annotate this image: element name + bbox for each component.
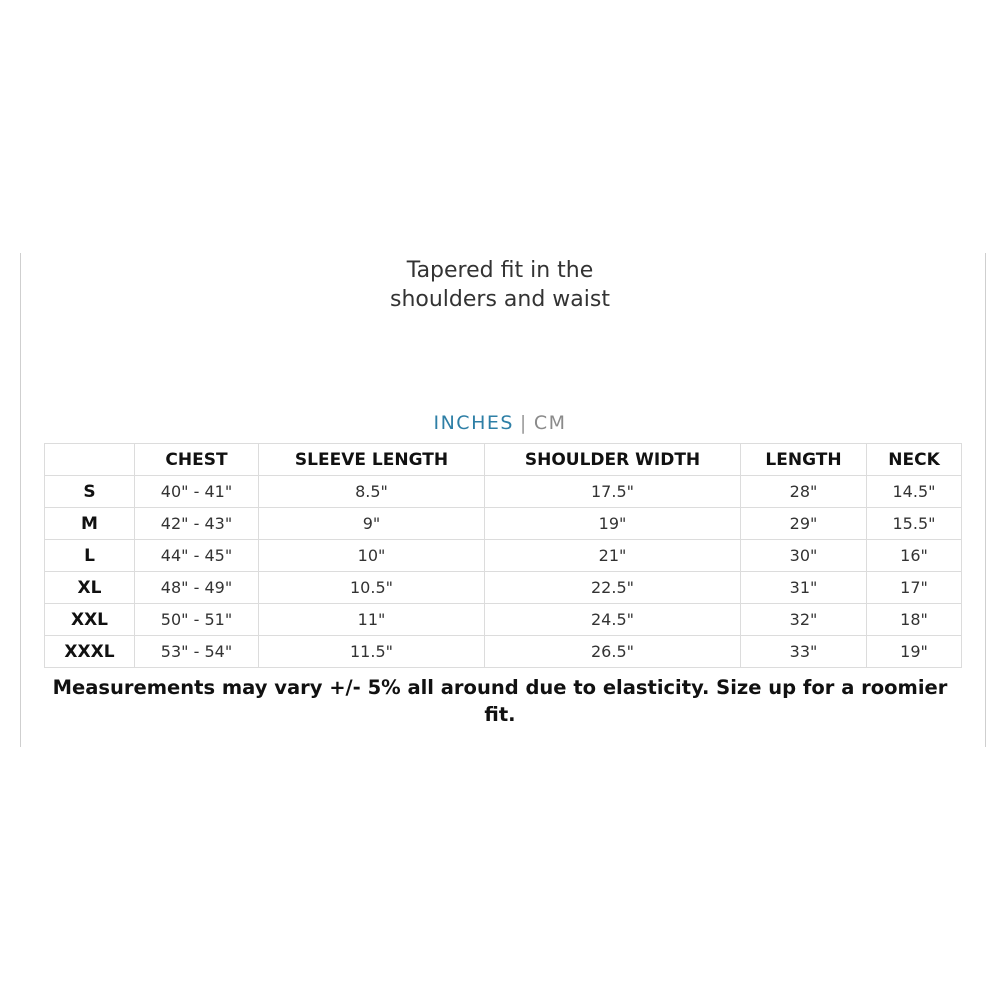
table-row	[45, 476, 962, 508]
unit-toggle	[300, 410, 700, 436]
chest-value: 42" - 43"	[135, 508, 259, 540]
table-row	[45, 540, 962, 572]
shoulder-width-value: 22.5"	[485, 572, 741, 604]
sleeve-length-value: 9"	[259, 508, 485, 540]
header-neck: NECK	[867, 444, 962, 476]
chest-value: 48" - 49"	[135, 572, 259, 604]
length-value: 30"	[741, 540, 867, 572]
elasticity-note: Measurements may vary +/- 5% all around due to elasticity. Size up for a roomier fit.	[52, 676, 948, 726]
length-value: 33"	[741, 636, 867, 668]
size-label: XXL	[45, 604, 135, 636]
fit-description-line-1: Tapered fit in the	[406, 258, 594, 283]
sleeve-length-value: 10"	[259, 540, 485, 572]
chest-value: 44" - 45"	[135, 540, 259, 572]
chest-value: 50" - 51"	[135, 604, 259, 636]
length-value: 29"	[741, 508, 867, 540]
header-chest: CHEST	[135, 444, 259, 476]
frame-left-border	[20, 253, 21, 747]
neck-value: 18"	[867, 604, 962, 636]
length-value: 32"	[741, 604, 867, 636]
sleeve-length-value: 10.5"	[259, 572, 485, 604]
table-header-row	[45, 444, 962, 476]
header-length: LENGTH	[741, 444, 867, 476]
size-chart-table	[44, 443, 962, 668]
neck-value: 17"	[867, 572, 962, 604]
sleeve-length-value: 11"	[259, 604, 485, 636]
fit-description-line-2: shoulders and waist	[390, 287, 610, 312]
sleeve-length-value: 8.5"	[259, 476, 485, 508]
size-label: XXXL	[45, 636, 135, 668]
frame-right-border	[985, 253, 986, 747]
header-size	[45, 444, 135, 476]
neck-value: 19"	[867, 636, 962, 668]
chest-value: 40" - 41"	[135, 476, 259, 508]
sleeve-length-value: 11.5"	[259, 636, 485, 668]
shoulder-width-value: 19"	[485, 508, 741, 540]
chest-value: 53" - 54"	[135, 636, 259, 668]
size-label: XL	[45, 572, 135, 604]
length-value: 28"	[741, 476, 867, 508]
length-value: 31"	[741, 572, 867, 604]
size-label: S	[45, 476, 135, 508]
size-label: L	[45, 540, 135, 572]
shoulder-width-value: 17.5"	[485, 476, 741, 508]
table-row	[45, 508, 962, 540]
shoulder-width-value: 21"	[485, 540, 741, 572]
fit-description	[300, 256, 700, 314]
header-sleeve-length: SLEEVE LENGTH	[259, 444, 485, 476]
neck-value: 14.5"	[867, 476, 962, 508]
unit-cm-tab[interactable]: CM	[533, 412, 567, 434]
shoulder-width-value: 26.5"	[485, 636, 741, 668]
unit-inches-tab[interactable]: INCHES	[433, 412, 514, 434]
neck-value: 15.5"	[867, 508, 962, 540]
unit-separator: |	[519, 412, 528, 434]
header-shoulder-width: SHOULDER WIDTH	[485, 444, 741, 476]
table-row	[45, 604, 962, 636]
table-row	[45, 572, 962, 604]
size-label: M	[45, 508, 135, 540]
shoulder-width-value: 24.5"	[485, 604, 741, 636]
neck-value: 16"	[867, 540, 962, 572]
table-row	[45, 636, 962, 668]
